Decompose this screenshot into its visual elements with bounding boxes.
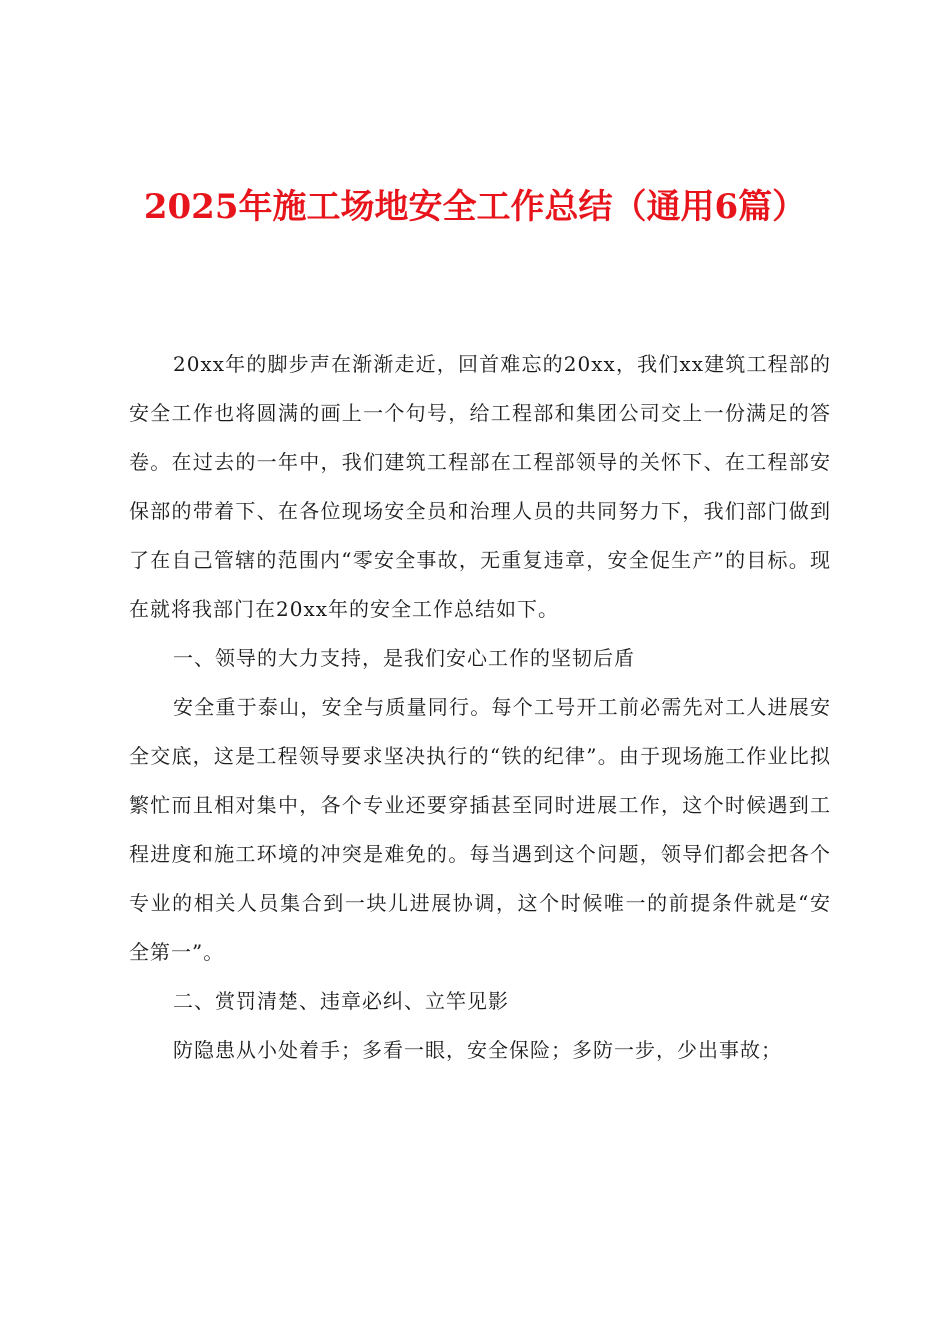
paragraph-section-2: 防隐患从小处着手；多看一眼，安全保险；多防一步，少出事故； bbox=[173, 1038, 782, 1062]
document-title: 2025年施工场地安全工作总结（通用6篇） bbox=[143, 187, 807, 227]
paragraph-intro: 20xx年的脚步声在渐渐走近，回首难忘的20xx，我们xx建筑工程部的安全工作也将圆满的画上一个句号，给工程部和集团公司交上一份满足的答卷。在过去的一年中，我们建筑工程部在工程部领导的关怀下、在工程部安保部的带着下、在各位现场安全员和治理人员的共同努力下，我们部门做到了在自己管辖的范围内“零安全事故，无重复违章，安全促生产”的目标。现在就将我部门在20xx年的安全工作总结如下。 bbox=[129, 352, 831, 621]
section-heading-1: 一、领导的大力支持，是我们安心工作的坚韧后盾 bbox=[173, 646, 635, 670]
section-heading-2: 二、赏罚清楚、违章必纠、立竿见影 bbox=[173, 989, 509, 1013]
paragraph-section-1: 安全重于泰山，安全与质量同行。每个工号开工前必需先对工人进展安全交底，这是工程领导要求坚决执行的“铁的纪律”。由于现场施工作业比拟繁忙而且相对集中，各个专业还要穿插甚至同时进展工作，这个时候遇到工程进度和施工环境的冲突是难免的。每当遇到这个问题，领导们都会把各个专业的相关人员集合到一块儿进展协调，这个时候唯一的前提条件就是“安全第一”。 bbox=[129, 695, 831, 964]
document-body bbox=[129, 340, 831, 1075]
